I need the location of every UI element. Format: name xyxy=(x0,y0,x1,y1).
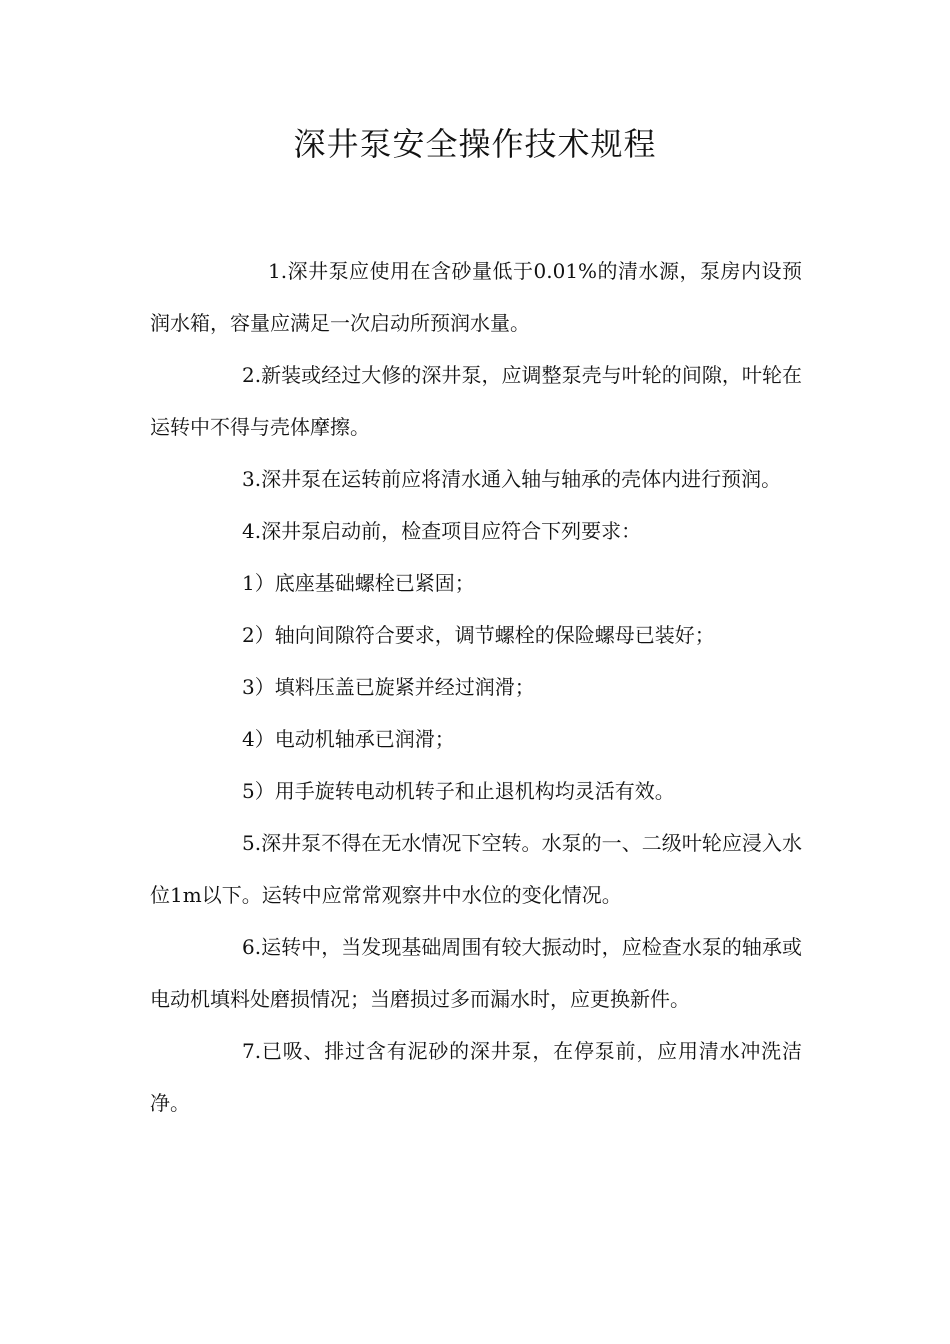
paragraph-2: 2.新装或经过大修的深井泵，应调整泵壳与叶轮的间隙，叶轮在运转中不得与壳体摩擦。 xyxy=(150,363,802,439)
paragraph-3: 3.深井泵在运转前应将清水通入轴与轴承的壳体内进行预润。 xyxy=(242,467,782,491)
document-title: 深井泵安全操作技术规程 xyxy=(293,125,657,163)
list-item-4: 4）电动机轴承已润滑； xyxy=(242,727,455,751)
paragraph-5: 5.深井泵不得在无水情况下空转。水泵的一、二级叶轮应浸入水位1m以下。运转中应常常观察井中水位的变化情况。 xyxy=(150,831,802,907)
paragraph-6: 6.运转中，当发现基础周围有较大振动时，应检查水泵的轴承或电动机填料处磨损情况；当磨损过多而漏水时，应更换新件。 xyxy=(150,935,802,1011)
list-item-2: 2）轴向间隙符合要求，调节螺栓的保险螺母已装好； xyxy=(242,623,715,647)
paragraph-7: 7.已吸、排过含有泥砂的深井泵，在停泵前，应用清水冲洗洁净。 xyxy=(150,1039,802,1115)
list-item-5: 5）用手旋转电动机转子和止退机构均灵活有效。 xyxy=(242,779,675,803)
list-item-3: 3）填料压盖已旋紧并经过润滑； xyxy=(242,675,535,699)
document-body xyxy=(150,245,802,1129)
paragraph-4: 4.深井泵启动前，检查项目应符合下列要求： xyxy=(242,519,642,543)
paragraph-1: 1.深井泵应使用在含砂量低于0.01%的清水源，泵房内设预润水箱，容量应满足一次启动所预润水量。 xyxy=(150,259,802,335)
list-item-1: 1）底座基础螺栓已紧固； xyxy=(242,571,475,595)
